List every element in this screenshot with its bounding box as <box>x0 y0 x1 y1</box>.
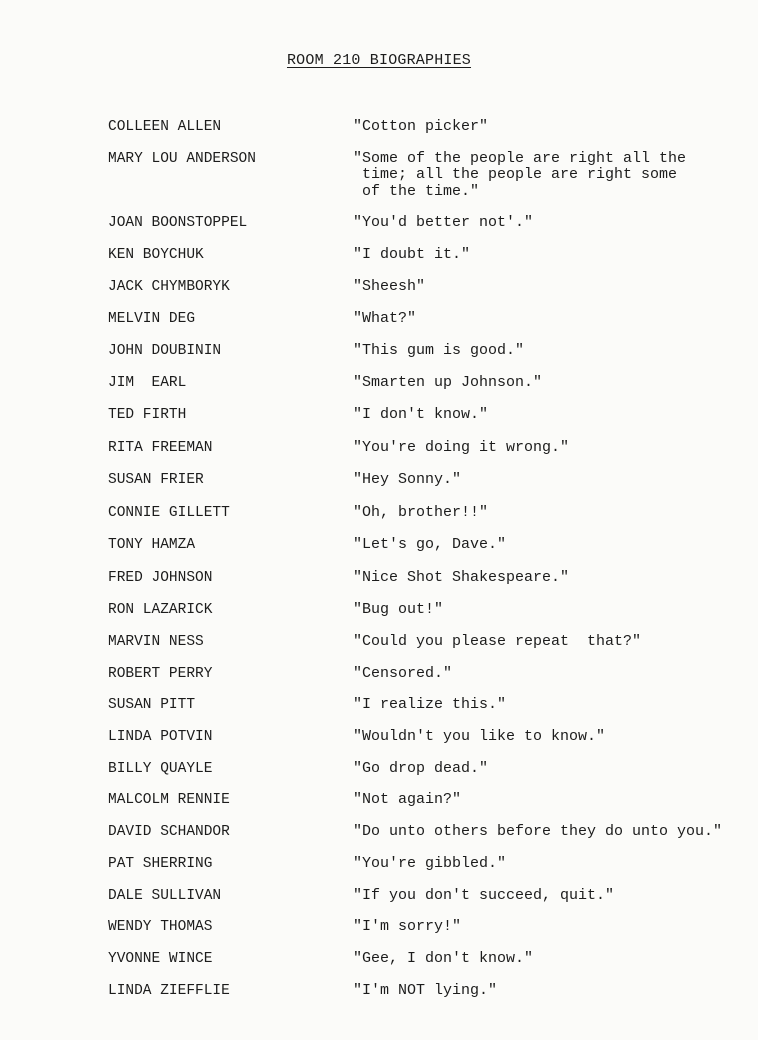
student-name: BILLY QUAYLE <box>108 761 213 777</box>
student-quote: "I don't know." <box>353 406 489 423</box>
student-quote: "Go drop dead." <box>353 760 489 777</box>
student-quote: "Smarten up Johnson." <box>353 374 543 391</box>
student-name: PAT SHERRING <box>108 856 213 872</box>
student-quote: "I doubt it." <box>353 246 471 263</box>
student-quote: "Cotton picker" <box>353 118 489 135</box>
student-name: YVONNE WINCE <box>108 951 213 967</box>
student-name: RITA FREEMAN <box>108 440 213 456</box>
student-quote: "You're doing it wrong." <box>353 439 570 456</box>
student-name: JIM EARL <box>108 375 187 391</box>
student-name: CONNIE GILLETT <box>108 505 230 521</box>
student-quote: "If you don't succeed, quit." <box>353 887 615 904</box>
student-quote: "What?" <box>353 310 417 327</box>
student-name: COLLEEN ALLEN <box>108 119 222 135</box>
student-quote: "I'm NOT lying." <box>353 982 498 999</box>
student-name: MARY LOU ANDERSON <box>108 151 256 167</box>
student-name: MELVIN DEG <box>108 311 196 327</box>
student-name: SUSAN PITT <box>108 697 196 713</box>
student-name: WENDY THOMAS <box>108 919 213 935</box>
student-name: JOAN BOONSTOPPEL <box>108 215 248 231</box>
student-name: DALE SULLIVAN <box>108 888 222 904</box>
student-quote: "I'm sorry!" <box>353 918 462 935</box>
student-quote: "Let's go, Dave." <box>353 536 507 553</box>
student-quote: "Could you please repeat that?" <box>353 633 642 650</box>
student-quote: "Wouldn't you like to know." <box>353 728 606 745</box>
student-name: LINDA POTVIN <box>108 729 213 745</box>
page-title-text: ROOM 210 BIOGRAPHIES <box>286 52 472 69</box>
student-name: ROBERT PERRY <box>108 666 213 682</box>
student-name: MALCOLM RENNIE <box>108 792 230 808</box>
student-quote: "You'd better not'." <box>353 214 534 231</box>
student-name: LINDA ZIEFFLIE <box>108 983 230 999</box>
student-quote: "Not again?" <box>353 791 462 808</box>
student-name: DAVID SCHANDOR <box>108 824 230 840</box>
student-name: TED FIRTH <box>108 407 187 423</box>
student-name: KEN BOYCHUK <box>108 247 204 263</box>
student-quote: "I realize this." <box>353 696 507 713</box>
student-quote: "You're gibbled." <box>353 855 507 872</box>
student-name: TONY HAMZA <box>108 537 196 553</box>
student-quote: "Bug out!" <box>353 601 444 618</box>
student-quote: "Some of the people are right all the time; all the people are right some of the time." <box>353 150 687 200</box>
student-name: MARVIN NESS <box>108 634 204 650</box>
student-quote: "Hey Sonny." <box>353 471 462 488</box>
student-quote: "Nice Shot Shakespeare." <box>353 569 570 586</box>
student-name: JOHN DOUBININ <box>108 343 222 359</box>
student-quote: "Gee, I don't know." <box>353 950 534 967</box>
student-name: JACK CHYMBORYK <box>108 279 230 295</box>
student-quote: "Sheesh" <box>353 278 426 295</box>
page-title <box>0 52 758 69</box>
student-quote: "This gum is good." <box>353 342 525 359</box>
student-quote: "Oh, brother!!" <box>353 504 489 521</box>
student-quote: "Censored." <box>353 665 453 682</box>
student-name: FRED JOHNSON <box>108 570 213 586</box>
student-name: RON LAZARICK <box>108 602 213 618</box>
student-quote: "Do unto others before they do unto you." <box>353 823 723 840</box>
student-name: SUSAN FRIER <box>108 472 204 488</box>
